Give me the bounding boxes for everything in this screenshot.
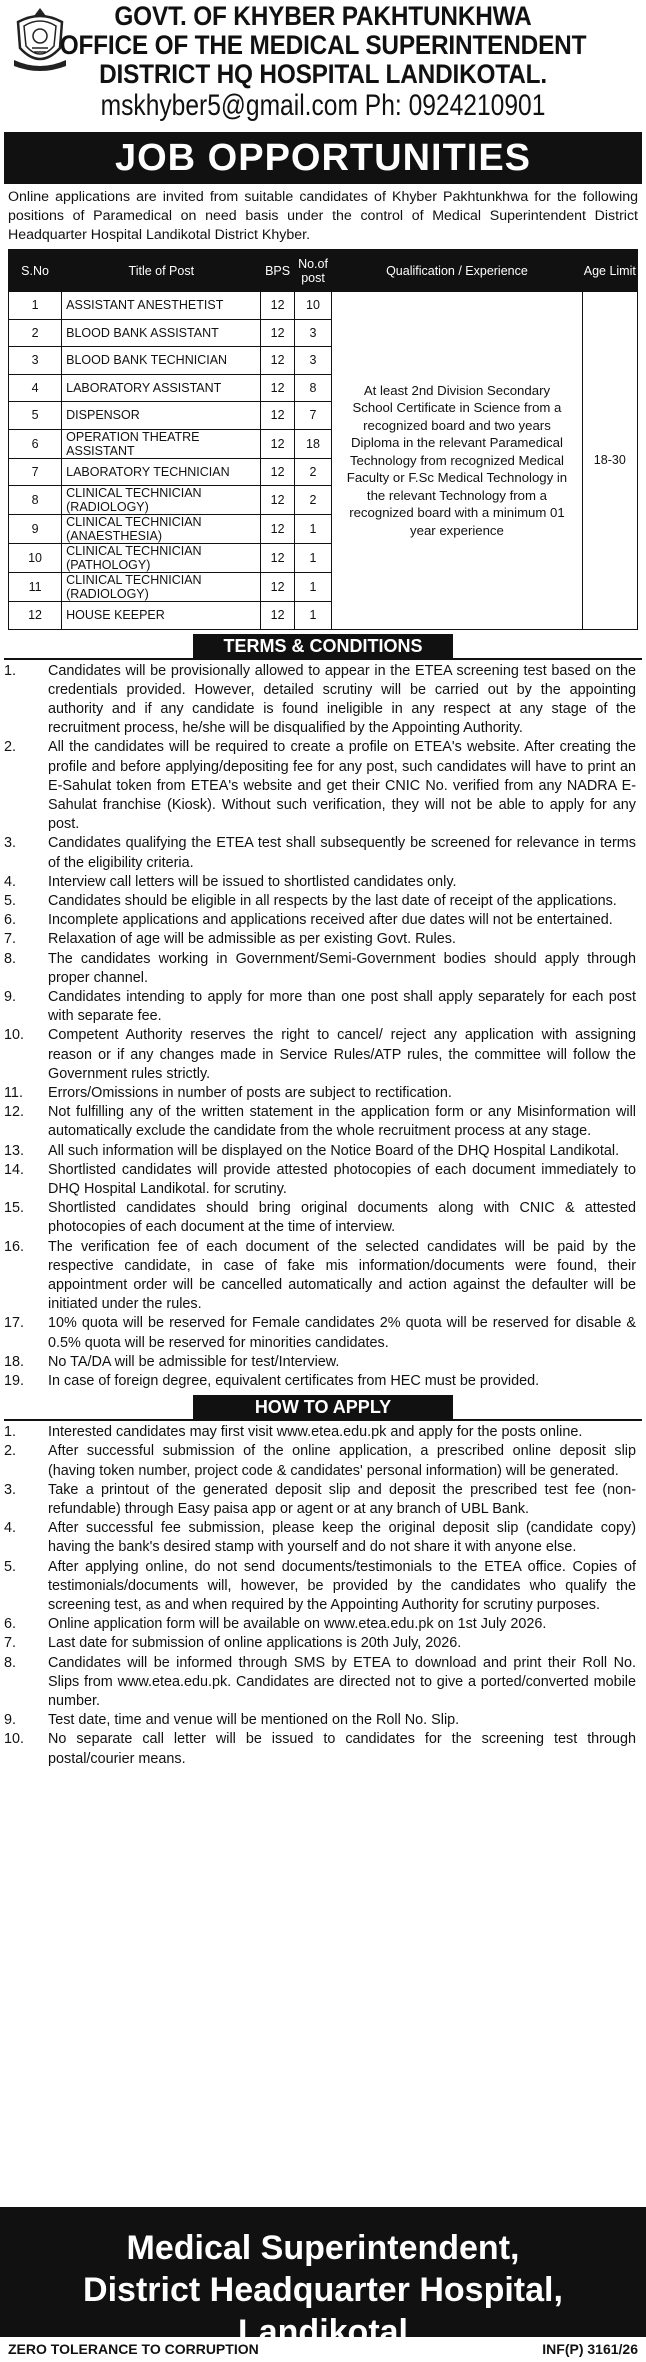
col-header-bps: BPS: [261, 250, 294, 292]
apply-title: HOW TO APPLY: [193, 1395, 453, 1419]
cell-sno: 7: [9, 458, 62, 486]
list-item: [4, 1634, 636, 1653]
list-item: [4, 1711, 636, 1730]
col-header-title: Title of Post: [62, 250, 261, 292]
list-item-text: All the candidates will be required to create a profile on ETEA's website. After creating the profile and before applying/depositing fee for any post, such candidates will have to print an E-Sahulat token from ETEA's website and get their CNIC No. verified from any NADRA E-Sahulat franchise (Kiosk). Without such verification, they will not be able to apply for any post.: [48, 739, 636, 833]
list-item-number: 3.: [4, 835, 17, 852]
list-item-number: 11.: [4, 1084, 23, 1101]
list-item-number: 7.: [4, 931, 17, 948]
list-item-number: 6.: [4, 912, 17, 929]
list-item: [4, 930, 636, 949]
header-line-1: GOVT. OF KHYBER PAKHTUNKHWA: [114, 1, 532, 31]
list-item-number: 4.: [4, 873, 17, 890]
list-item-number: 18.: [4, 1353, 25, 1370]
cell-sno: 10: [9, 544, 62, 573]
cell-posts: 7: [294, 402, 332, 430]
cell-bps: 12: [261, 515, 294, 544]
list-item-number: 5.: [4, 1558, 17, 1575]
list-item-number: 9.: [4, 988, 17, 1005]
footer-line-1: Medical Superintendent,: [126, 2229, 520, 2267]
list-item: [4, 1615, 636, 1634]
cell-posts: 10: [294, 292, 332, 320]
list-item-text: Shortlisted candidates should bring original documents along with CNIC & attested photocopies of each document at the time of interview.: [48, 1200, 636, 1236]
list-item-number: 8.: [4, 950, 17, 967]
cell-title: CLINICAL TECHNICIAN (RADIOLOGY): [62, 486, 261, 515]
cell-bps: 12: [261, 458, 294, 486]
col-header-qualification: Qualification / Experience: [332, 250, 582, 292]
list-item-number: 10.: [4, 1027, 25, 1044]
list-item-number: 9.: [4, 1712, 17, 1729]
list-item-number: 7.: [4, 1635, 17, 1652]
terms-title: TERMS & CONDITIONS: [193, 634, 453, 658]
list-item-text: Errors/Omissions in number of posts are subject to rectification.: [48, 1084, 452, 1101]
list-item: [4, 1199, 636, 1237]
list-item-number: 6.: [4, 1616, 17, 1633]
cell-title: LABORATORY ASSISTANT: [62, 374, 261, 402]
slogan: ZERO TOLERANCE TO CORRUPTION: [8, 2341, 259, 2357]
cell-qualification: At least 2nd Division Secondary School Certificate in Science from a recognized board and two years Diploma in the relevant Paramedical Technology from recognized Medical Faculty or F.Sc Medical Technology in the relevant Technology from a recognized board with a minimum 01 year experience: [332, 292, 582, 630]
list-item-text: Candidates should be eligible in all respects by the last date of receipt of the applications.: [48, 892, 617, 909]
cell-title: ASSISTANT ANESTHETIST: [62, 292, 261, 320]
list-item-text: Competent Authority reserves the right to cancel/ reject any application with assigning reason or if any changes made in Service Rules/ATP rules, the committee will follow the Government rules strictly.: [48, 1027, 636, 1082]
cell-sno: 8: [9, 486, 62, 515]
cell-sno: 9: [9, 515, 62, 544]
list-item: [4, 1103, 636, 1141]
cell-sno: 2: [9, 319, 62, 347]
list-item: [4, 1481, 636, 1519]
col-header-posts: No.of post: [294, 250, 332, 292]
list-item-text: Online application form will be available on www.etea.edu.pk on 1st July 2026.: [48, 1616, 547, 1633]
list-item-number: 4.: [4, 1520, 17, 1537]
list-item-number: 2.: [4, 1443, 17, 1460]
list-item: [4, 892, 636, 911]
list-item-text: Relaxation of age will be admissible as per existing Govt. Rules.: [48, 931, 456, 948]
cell-title: LABORATORY TECHNICIAN: [62, 458, 261, 486]
cell-bps: 12: [261, 486, 294, 515]
list-item: [4, 1026, 636, 1084]
col-header-sno: S.No: [9, 250, 62, 292]
cell-title: BLOOD BANK ASSISTANT: [62, 319, 261, 347]
cell-posts: 1: [294, 602, 332, 630]
list-item-text: Candidates intending to apply for more than one post shall apply separately for each post with separate fee.: [48, 988, 636, 1025]
bottom-strip: [8, 2338, 638, 2360]
list-item-text: After applying online, do not send documents/testimonials to the ETEA office. Copies of testimonials/documents will, however, be provided by the candidates who qualify the screening test, as and when required by the Appointing Authority for scrutiny purposes.: [48, 1558, 636, 1614]
list-item-number: 12.: [4, 1104, 25, 1121]
header-line-3: DISTRICT HQ HOSPITAL LANDIKOTAL.: [99, 59, 547, 89]
list-item-number: 2.: [4, 739, 17, 756]
table-row: [9, 292, 638, 320]
list-item: [4, 1558, 636, 1616]
cell-title: CLINICAL TECHNICIAN (PATHOLOGY): [62, 544, 261, 573]
cell-bps: 12: [261, 402, 294, 430]
cell-posts: 8: [294, 374, 332, 402]
list-item-text: No separate call letter will be issued to candidates for the screening test through postal/courier means.: [48, 1731, 636, 1767]
list-item-text: Candidates qualifying the ETEA test shall subsequently be screened for relevance in terms of the eligibility criteria.: [48, 835, 636, 871]
posts-table: [8, 249, 638, 630]
list-item: [4, 834, 636, 872]
list-item: [4, 1423, 636, 1442]
intro-paragraph: Online applications are invited from suitable candidates of Khyber Pakhtunkhwa for the following positions of Paramedical on need basis under the control of Medical Superintendent District Headquarter Hospital Landikotal District Khyber.: [8, 189, 638, 243]
cell-title: CLINICAL TECHNICIAN (RADIOLOGY): [62, 573, 261, 602]
apply-list: [4, 1423, 642, 1769]
list-item-text: Test date, time and venue will be mentioned on the Roll No. Slip.: [48, 1712, 460, 1729]
cell-bps: 12: [261, 347, 294, 375]
list-item: [4, 950, 636, 988]
list-item: [4, 662, 636, 739]
cell-posts: 1: [294, 544, 332, 573]
list-item: [4, 1353, 636, 1372]
footer-line-2: District Headquarter Hospital, Landikotal: [83, 2271, 563, 2351]
list-item-text: In case of foreign degree, equivalent certificates from HEC must be provided.: [48, 1373, 540, 1390]
cell-posts: 3: [294, 319, 332, 347]
list-item-text: Incomplete applications and applications received after due dates will not be entertained.: [48, 912, 613, 929]
terms-list: [4, 662, 642, 1392]
cell-sno: 4: [9, 374, 62, 402]
list-item-text: Last date for submission of online applications is 20th July, 2026.: [48, 1635, 462, 1652]
cell-title: DISPENSOR: [62, 402, 261, 430]
cell-sno: 5: [9, 402, 62, 430]
list-item: [4, 873, 636, 892]
list-item: [4, 1654, 636, 1712]
list-item-text: Interview call letters will be issued to shortlisted candidates only.: [48, 873, 457, 890]
list-item: [4, 1519, 636, 1557]
list-item: [4, 1730, 636, 1768]
list-item-text: After successful fee submission, please keep the original deposit slip (candidate copy) having the bank's desired stamp with yourself and do not share it with anyone else.: [48, 1520, 636, 1556]
list-item-number: 3.: [4, 1481, 17, 1498]
reference-number: INF(P) 3161/26: [542, 2341, 638, 2357]
list-item: [4, 1238, 636, 1315]
list-item-text: The candidates working in Government/Semi-Government bodies should apply through proper channel.: [48, 950, 636, 986]
cell-posts: 2: [294, 486, 332, 515]
list-item-text: After successful submission of the online application, a prescribed online deposit slip (having token number, project code & candidates' personal information) will be generated.: [48, 1443, 636, 1479]
list-item-number: 1.: [4, 662, 17, 679]
header: [4, 0, 642, 132]
list-item-number: 10.: [4, 1731, 25, 1748]
cell-bps: 12: [261, 319, 294, 347]
cell-title: BLOOD BANK TECHNICIAN: [62, 347, 261, 375]
list-item-number: 19.: [4, 1373, 25, 1390]
list-item-text: Interested candidates may first visit www.etea.edu.pk and apply for the posts online.: [48, 1424, 583, 1441]
cell-sno: 12: [9, 602, 62, 630]
col-header-age: Age Limit: [582, 250, 637, 292]
cell-title: CLINICAL TECHNICIAN (ANAESTHESIA): [62, 515, 261, 544]
cell-posts: 1: [294, 515, 332, 544]
cell-sno: 1: [9, 292, 62, 320]
list-item: [4, 1314, 636, 1352]
list-item: [4, 988, 636, 1026]
list-item-text: All such information will be displayed on the Notice Board of the DHQ Hospital Landikotal.: [48, 1142, 620, 1159]
list-item-text: Shortlisted candidates will provide attested photocopies of each document immediately to DHQ Hospital Landikotal. for scrutiny.: [48, 1161, 636, 1197]
cell-sno: 3: [9, 347, 62, 375]
cell-age-limit: 18-30: [582, 292, 637, 630]
list-item-number: 1.: [4, 1424, 17, 1441]
list-item-number: 5.: [4, 892, 17, 909]
cell-bps: 12: [261, 374, 294, 402]
list-item-number: 14.: [4, 1161, 25, 1178]
apply-divider: [4, 1419, 642, 1421]
list-item-number: 15.: [4, 1200, 25, 1217]
cell-bps: 12: [261, 544, 294, 573]
list-item-text: No TA/DA will be admissible for test/Interview.: [48, 1353, 340, 1370]
list-item-number: 13.: [4, 1142, 25, 1159]
cell-bps: 12: [261, 429, 294, 458]
table-header-row: [9, 250, 638, 292]
list-item-number: 16.: [4, 1238, 25, 1255]
list-item: [4, 1161, 636, 1199]
list-item: [4, 1372, 636, 1391]
list-item-text: 10% quota will be reserved for Female candidates 2% quota will be reserved for disable & 0.5% quota will be reserved for minorities candidates.: [48, 1315, 636, 1351]
list-item: [4, 911, 636, 930]
list-item-text: The verification fee of each document of the selected candidates will be paid by the respective candidate, in case of fake mis information/documents were found, their appointment order will be cancelled automatically and action against the defaulter will be initiated under the rules.: [48, 1238, 636, 1313]
cell-posts: 3: [294, 347, 332, 375]
cell-sno: 11: [9, 573, 62, 602]
header-line-2: OFFICE OF THE MEDICAL SUPERINTENDENT: [59, 30, 587, 60]
list-item-number: 17.: [4, 1315, 25, 1332]
cell-sno: 6: [9, 429, 62, 458]
list-item: [4, 738, 636, 834]
contact-line: mskhyber5@gmail.com Ph: 0924210901: [100, 89, 546, 122]
cell-posts: 1: [294, 573, 332, 602]
list-item-text: Candidates will be provisionally allowed to appear in the ETEA screening test based on the credentials provided. However, detailed scrutiny will be carried out by the appointing authority and if any candidate is found ineligible in any respect at any stage of the recruitment process, he/she will be disqualified by the Appointing Authority.: [48, 662, 636, 737]
terms-divider: [4, 658, 642, 660]
cell-title: OPERATION THEATRE ASSISTANT: [62, 429, 261, 458]
list-item-text: Not fulfilling any of the written statement in the application form or any Misinformation will automatically exclude the candidate from the whole recruitment process at any stage.: [48, 1104, 636, 1140]
list-item-number: 8.: [4, 1654, 17, 1671]
cell-posts: 2: [294, 458, 332, 486]
list-item-text: Take a printout of the generated deposit slip and deposit the prescribed test fee (non-refundable) through Easy paisa app or agent or at any branch of UBL Bank.: [48, 1481, 636, 1518]
cell-posts: 18: [294, 429, 332, 458]
list-item: [4, 1442, 636, 1480]
list-item: [4, 1084, 636, 1103]
cell-bps: 12: [261, 292, 294, 320]
cell-bps: 12: [261, 573, 294, 602]
list-item-text: Candidates will be informed through SMS by ETEA to download and print their Roll No. Slips from www.etea.edu.pk. Candidates are directed not to give a ported/converted mobile number.: [48, 1654, 636, 1710]
job-opportunities-banner: JOB OPPORTUNITIES: [4, 132, 642, 184]
list-item: [4, 1142, 636, 1161]
cell-bps: 12: [261, 602, 294, 630]
cell-title: HOUSE KEEPER: [62, 602, 261, 630]
